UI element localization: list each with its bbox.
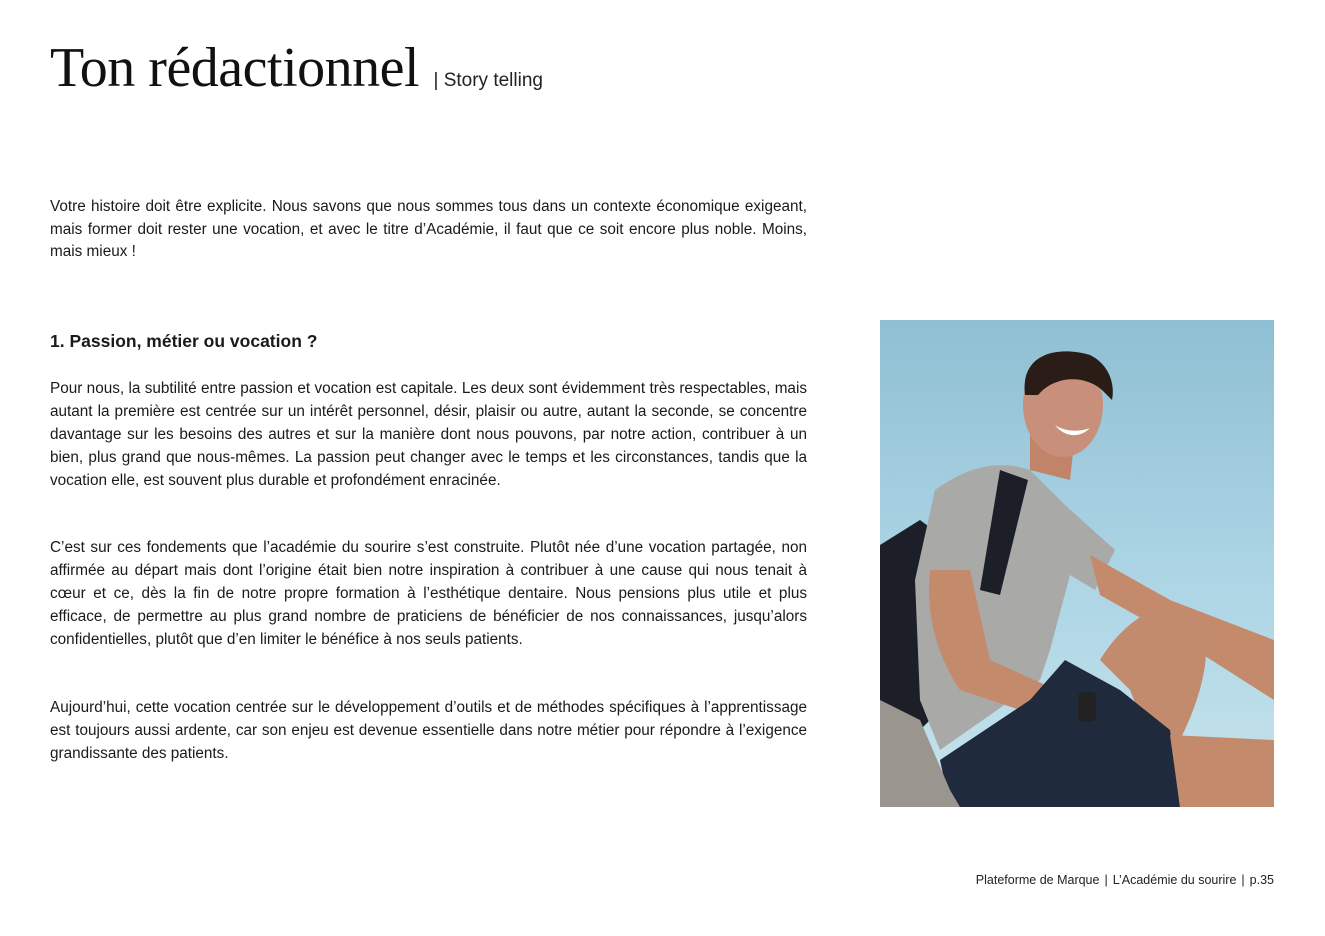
footer-brand-platform: Plateforme de Marque bbox=[975, 873, 1100, 887]
footer-separator: | bbox=[1104, 873, 1108, 887]
page-header bbox=[50, 36, 543, 100]
footer-separator: | bbox=[1241, 873, 1245, 887]
body-paragraph-3: Aujourd’hui, cette vocation centrée sur le développement d’outils et de méthodes spécifiques à l’apprentissage est toujours aussi ardente, car son enjeu est devenue essentielle dans notre métier pour répondre à l’exigence grandissante des patients. bbox=[50, 699, 807, 762]
intro-paragraph: Votre histoire doit être explicite. Nous savons que nous sommes tous dans un contexte économique exigeant, mais former doit rester une vocation, et avec le titre d’Académie, il faut que ce soit encore plus noble. Moins, mais mieux ! bbox=[50, 198, 807, 261]
section-title: 1. Passion, métier ou vocation ? bbox=[50, 331, 318, 351]
watch bbox=[1078, 692, 1096, 722]
body-paragraph-2: C’est sur ces fondements que l’académie du sourire s’est construite. Plutôt née d’une vocation partagée, non affirmée au départ mais dont l’origine était bien notre inspiration à contribuer à une cause qui nous tenait à cœur et ce, dès la fin de notre propre formation à l’esthétique dentaire. Nous pensions plus utile et plus efficace, de permettre au plus grand nombre de praticiens de bénéficier de nos connaissances, jusqu’alors confidentielles, plutôt que d’en limiter le bénéfice à nos seuls patients. bbox=[50, 539, 807, 648]
photo-illustration bbox=[880, 320, 1274, 807]
page-footer bbox=[976, 873, 1274, 887]
footer-page-number: p.35 bbox=[1249, 873, 1274, 887]
hero-photo bbox=[880, 320, 1274, 807]
body-paragraph-1: Pour nous, la subtilité entre passion et vocation est capitale. Les deux sont évidemment très respectables, mais autant la première est centrée sur un intérêt personnel, désir, plaisir ou autre, autant la seconde, se concentre davantage sur les besoins des autres et sur la manière dont nous pouvons, par notre action, contribuer à un bien, plus grand que nous-mêmes. La passion peut changer avec le temps et les circonstances, tandis que la vocation elle, est souvent plus durable et profondément enracinée. bbox=[50, 380, 807, 489]
thigh bbox=[1170, 735, 1274, 807]
footer-academy: L’Académie du sourire bbox=[1112, 873, 1237, 887]
page-subtitle: | Story telling bbox=[433, 70, 543, 91]
page-title: Ton rédactionnel bbox=[50, 37, 420, 99]
